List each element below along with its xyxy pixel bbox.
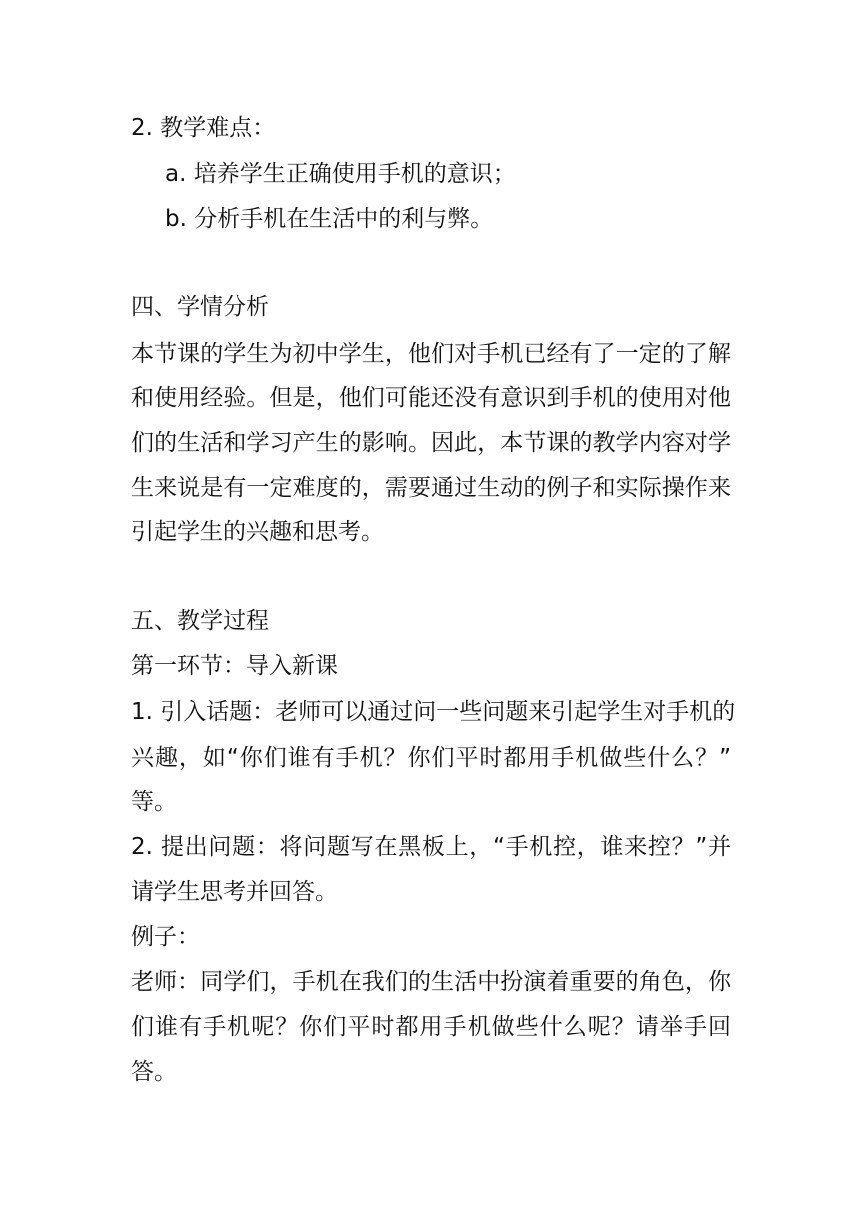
difficulty-item-b: b. 分析手机在生活中的利与弊。 [165, 206, 494, 232]
analysis-line-1: 本节课的学生为初中学生，他们对手机已经有了一定的了解 [131, 341, 731, 367]
process-item1-line-1: 1. 引入话题：老师可以通过问一些问题来引起学生对手机的 [131, 699, 736, 725]
process-item2-line-2: 请学生思考并回答。 [131, 879, 338, 905]
process-item1-line-3: 等。 [131, 789, 177, 815]
example-line-1: 老师：同学们，手机在我们的生活中扮演着重要的角色，你 [131, 969, 731, 995]
analysis-line-4: 生来说是有一定难度的，需要通过生动的例子和实际操作来 [131, 475, 731, 501]
process-heading: 五、教学过程 [131, 608, 269, 634]
process-item2-line-1: 2. 提出问题：将问题写在黑板上，“手机控，谁来控？”并 [131, 834, 731, 860]
analysis-line-3: 们的生活和学习产生的影响。因此，本节课的教学内容对学 [131, 430, 731, 456]
process-item1-line-2: 兴趣，如“你们谁有手机？你们平时都用手机做些什么？” [131, 745, 731, 771]
example-label: 例子： [131, 924, 200, 950]
example-line-3: 答。 [131, 1059, 177, 1085]
difficulty-heading: 2. 教学难点： [131, 115, 276, 141]
process-stage: 第一环节：导入新课 [131, 653, 338, 679]
difficulty-item-a: a. 培养学生正确使用手机的意识； [165, 161, 516, 187]
analysis-heading: 四、学情分析 [131, 294, 269, 320]
example-line-2: 们谁有手机呢？你们平时都用手机做些什么呢？请举手回 [131, 1014, 731, 1040]
analysis-line-2: 和使用经验。但是，他们可能还没有意识到手机的使用对他 [131, 385, 731, 411]
analysis-line-5: 引起学生的兴趣和思考。 [131, 519, 384, 545]
